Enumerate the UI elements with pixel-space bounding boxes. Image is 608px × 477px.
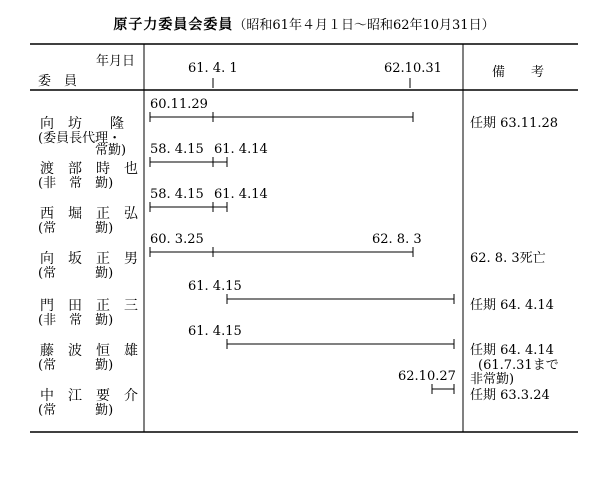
member-remark-cont: (61.7.31まで (478, 358, 559, 373)
member-remark: 62. 8. 3死亡 (470, 251, 546, 266)
timeline-start-label: 62.10.27 (398, 369, 456, 384)
timeline-end-label: 61. 4.14 (214, 187, 268, 202)
timeline-end-label: 61. 4.14 (214, 142, 268, 157)
header-remarks: 備 考 (492, 65, 545, 80)
header-tick-start: 61. 4. 1 (188, 61, 238, 76)
member-name: 西 堀 正 弘 (40, 206, 138, 222)
member-remark: 任期 64. 4.14 (470, 343, 554, 358)
member-role: (非 常 勤) (38, 176, 114, 191)
timeline-start-label: 60.11.29 (150, 97, 208, 112)
member-role: (常 勤) (38, 358, 114, 373)
member-role: (非 常 勤) (38, 313, 114, 328)
title-main: 原子力委員会委員 (113, 17, 234, 33)
timeline-start-label: 60. 3.25 (150, 232, 204, 247)
member-role: (常 勤) (38, 266, 114, 281)
member-role: (常 勤) (38, 403, 114, 418)
member-remark: 任期 63.3.24 (470, 388, 550, 403)
member-remark: 任期 63.11.28 (470, 116, 559, 131)
title-range: （昭和61年４月１日～昭和62年10月31日） (233, 18, 495, 33)
timeline-end-label: 62. 8. 3 (372, 232, 422, 247)
header-tick-end: 62.10.31 (384, 61, 442, 76)
timeline-start-label: 61. 4.15 (188, 279, 242, 294)
member-name: 渡 部 時 也 (40, 161, 138, 177)
member-name: 門 田 正 三 (40, 298, 138, 314)
member-role-cont: 常勤) (82, 143, 127, 158)
page-title (0, 14, 608, 34)
timeline-start-label: 58. 4.15 (150, 187, 204, 202)
member-name: 中 江 要 介 (40, 388, 138, 404)
member-name: 向 坊 隆 (40, 116, 124, 132)
member-role: (常 勤) (38, 221, 114, 236)
member-remark-cont: 非常勤) (470, 372, 515, 387)
member-role: (委員長代理・ (38, 131, 122, 146)
header-year-month-day: 年月日 (96, 54, 136, 69)
member-remark: 任期 64. 4.14 (470, 298, 554, 313)
member-name: 向 坂 正 男 (40, 251, 138, 267)
header-members: 委 員 (38, 74, 78, 89)
timeline-start-label: 58. 4.15 (150, 142, 204, 157)
member-name: 藤 波 恒 雄 (40, 343, 138, 359)
timeline-start-label: 61. 4.15 (188, 324, 242, 339)
